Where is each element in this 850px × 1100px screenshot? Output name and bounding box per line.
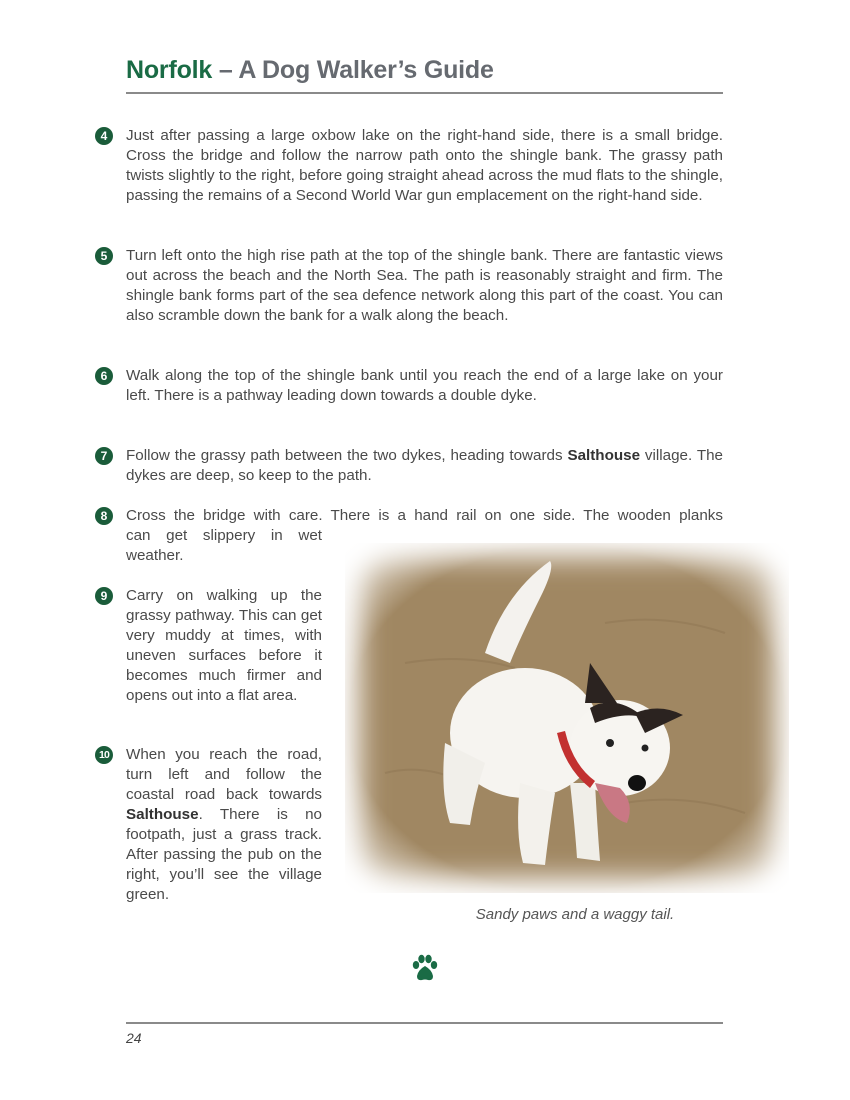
- step-6: [100, 366, 723, 406]
- photo-caption: Sandy paws and a waggy tail.: [475, 906, 675, 923]
- step-text-line: Cross the bridge with care. There is a hand rail on one side. The wooden planks: [126, 507, 723, 524]
- step-7: [100, 446, 723, 486]
- place-name: Salthouse: [567, 447, 641, 464]
- dog-photo: [345, 543, 789, 893]
- step-text: Walk along the top of the shingle bank until you reach the end of a large lake on your left. There is a pathway leading down towards a double dyke.: [126, 367, 723, 404]
- step-text: Just after passing a large oxbow lake on the right-hand side, there is a small bridge. Cross the bridge and follow the narrow path onto the shingle bank. The grassy path twists slightly to the right, before going straight ahead across the mud flats to the shingle, passing the remains of a Second World War gun emplacement on the right-hand side.: [126, 127, 723, 204]
- step-number-badge: 10: [95, 746, 113, 764]
- step-text: Carry on walking up the grassy pathway. This can get very muddy at times, with uneven surfaces before it becomes much firmer and opens out into a flat area.: [126, 587, 322, 704]
- step-text: When you reach the road, turn left and follow the coastal road back towards: [126, 746, 322, 803]
- step-5: [100, 246, 723, 326]
- step-number-badge: 4: [95, 127, 113, 145]
- step-number-badge: 9: [95, 587, 113, 605]
- step-text-rest: can get slippery in wet weather.: [126, 527, 322, 564]
- page-title-accent: Norfolk: [126, 56, 213, 84]
- step-number-badge: 6: [95, 367, 113, 385]
- step-10: [98, 745, 322, 905]
- step-number-badge: 5: [95, 247, 113, 265]
- step-text: Turn left onto the high rise path at the top of the shingle bank. There are fantastic views out across the beach and the North Sea. The path is reasonably straight and firm. The shingle bank forms part of the sea defence network along this part of the coast. You can also scramble down the bank for a walk along the beach.: [126, 247, 723, 324]
- step-4: [100, 126, 723, 206]
- page-title: [126, 56, 494, 85]
- page-number: 24: [126, 1030, 142, 1046]
- page-title-rest: – A Dog Walker’s Guide: [212, 56, 494, 84]
- footer-rule: [126, 1022, 723, 1024]
- step-text: . There is no footpath, just a grass track. After passing the pub on the right, you’ll see the village green.: [126, 806, 322, 903]
- step-9: [100, 586, 322, 706]
- header-rule: [126, 92, 723, 94]
- step-text: Follow the grassy path between the two dykes, heading towards: [126, 447, 568, 464]
- step-number-badge: 8: [95, 507, 113, 525]
- step-text: village. The dykes are deep, so keep to the path.: [126, 447, 723, 484]
- paw-icon: [409, 952, 441, 984]
- place-name: Salthouse: [126, 806, 199, 823]
- step-number-badge: 7: [95, 447, 113, 465]
